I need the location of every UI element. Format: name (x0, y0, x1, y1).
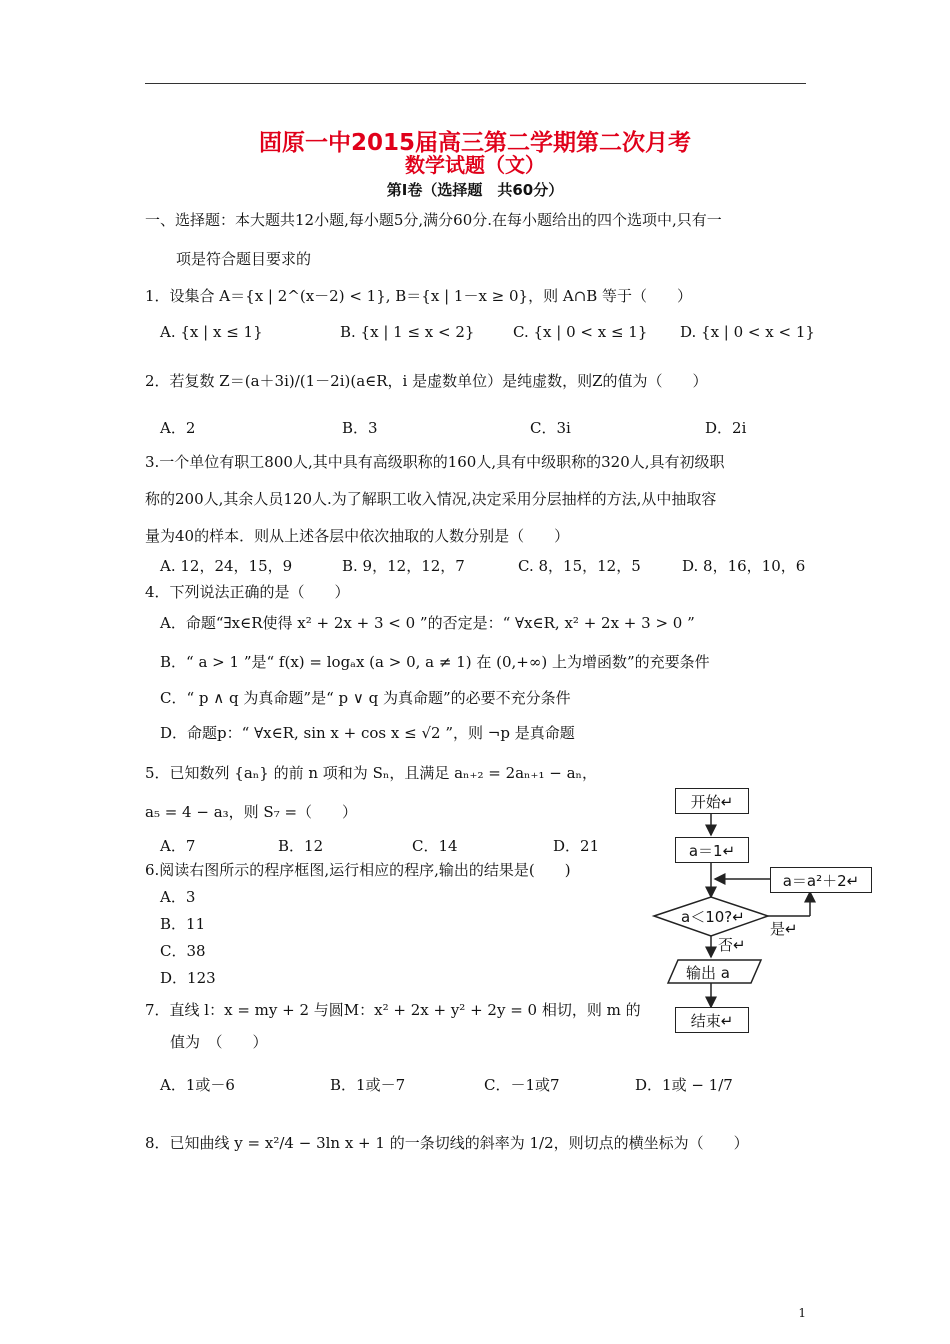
q2-option-c: C．3i (530, 419, 571, 437)
flowchart-end: 结束↵ (675, 1007, 749, 1033)
q6-option-a: A．3 (160, 888, 196, 906)
q3-option-a: A. 12，24，15，9 (160, 557, 293, 575)
q5-option-c: C．14 (412, 837, 458, 855)
q5-option-d: D．21 (553, 837, 600, 855)
q5-line-2: a₅ = 4 − a₃，则 S₇ =（ ） (145, 803, 358, 821)
q2-option-a: A．2 (160, 419, 196, 437)
flowchart-output: 输出 a (686, 964, 730, 982)
flowchart-condition: a＜10?↵ (681, 908, 745, 926)
q7-line-2: 值为 （ ） (170, 1033, 268, 1051)
flowchart-yes-label: 是↵ (770, 920, 798, 938)
intro-line-1: 一、选择题：本大题共12小题,每小题5分,满分60分.在每小题给出的四个选项中,只有一 (145, 211, 722, 229)
q7-option-c: C．－1或7 (484, 1076, 560, 1094)
q6-option-c: C．38 (160, 942, 206, 960)
q3-line-2: 称的200人,其余人员120人.为了解职工收入情况,决定采用分层抽样的方法,从中抽取容 (145, 490, 717, 508)
flowchart-no-label: 否↵ (718, 936, 746, 954)
q8-stem: 8．已知曲线 y = x²/4 − 3ln x + 1 的一条切线的斜率为 1/2，则切点的横坐标为（ ） (145, 1134, 749, 1152)
q5-option-a: A．7 (160, 837, 196, 855)
exam-title: 固原一中2015届高三第二学期第二次月考 (258, 130, 691, 156)
q3-option-c: C. 8，15，12，5 (518, 557, 641, 575)
q1-option-c: C. {x | 0 < x ≤ 1} (513, 323, 648, 341)
q6-stem: 6.阅读右图所示的程序框图,运行相应的程序,输出的结果是( ) (145, 861, 571, 879)
q3-option-d: D. 8，16，10，6 (682, 557, 806, 575)
q1-option-d: D. {x | 0 < x < 1} (680, 323, 815, 341)
q1-stem: 1．设集合 A＝{x | 2^(x－2) < 1}, B＝{x | 1－x ≥ 0}，则 A∩B 等于（ ） (145, 287, 693, 305)
q2-option-d: D．2i (705, 419, 747, 437)
page-number-row (0, 1306, 950, 1320)
flowchart-init: a＝1↵ (675, 837, 749, 863)
flowchart-update: a＝a²＋2↵ (770, 867, 872, 893)
q1-option-b: B. {x | 1 ≤ x < 2} (340, 323, 475, 341)
flowchart-connectors (640, 780, 880, 1040)
q2-option-b: B．3 (342, 419, 378, 437)
q2-stem: 2．若复数 Z＝(a＋3i)/(1－2i)(a∈R，i 是虚数单位）是纯虚数，则Z的值为（ ） (145, 372, 708, 390)
q1-option-a: A. {x | x ≤ 1} (160, 323, 263, 341)
q4-option-c: C．“ p ∧ q 为真命题”是“ p ∨ q 为真命题”的必要不充分条件 (160, 689, 571, 707)
flowchart-start: 开始↵ (675, 788, 749, 814)
exam-subtitle: 数学试题（文） (405, 153, 545, 177)
header-rule (145, 83, 806, 84)
q4-stem: 4．下列说法正确的是（ ） (145, 583, 350, 601)
q7-option-d: D．1或 − 1/7 (635, 1076, 733, 1094)
q4-option-d: D．命题p：“ ∀x∈R, sin x + cos x ≤ √2 ”，则 ¬p 是真命题 (160, 724, 575, 742)
q6-option-b: B．11 (160, 915, 206, 933)
q4-option-a: A．命题“∃x∈R使得 x² + 2x + 3 < 0 ”的否定是：“ ∀x∈R, x² + 2x + 3 > 0 ” (160, 614, 695, 632)
q3-line-3: 量为40的样本．则从上述各层中依次抽取的人数分别是（ ） (145, 527, 570, 545)
q7-option-a: A．1或－6 (160, 1076, 235, 1094)
q3-line-1: 3.一个单位有职工800人,其中具有高级职称的160人,具有中级职称的320人,具有初级职 (145, 453, 725, 471)
q6-option-d: D．123 (160, 969, 216, 987)
q7-line-1: 7．直线 l：x = my + 2 与圆M：x² + 2x + y² + 2y = 0 相切，则 m 的 (145, 1001, 641, 1019)
q4-option-b: B．“ a > 1 ”是“ f(x) = logₐx (a > 0, a ≠ 1) 在 (0,+∞) 上为增函数”的充要条件 (160, 653, 710, 671)
q5-option-b: B．12 (278, 837, 324, 855)
section-heading: 第Ⅰ卷（选择题 共60分） (386, 181, 564, 199)
page-number: 1 (798, 1306, 806, 1320)
q5-line-1: 5．已知数列 {aₙ} 的前 n 项和为 Sₙ，且满足 aₙ₊₂ = 2aₙ₊₁ − aₙ， (145, 764, 598, 782)
q3-option-b: B. 9，12，12，7 (342, 557, 465, 575)
intro-line-2: 项是符合题目要求的 (176, 250, 312, 268)
q7-option-b: B．1或－7 (330, 1076, 406, 1094)
